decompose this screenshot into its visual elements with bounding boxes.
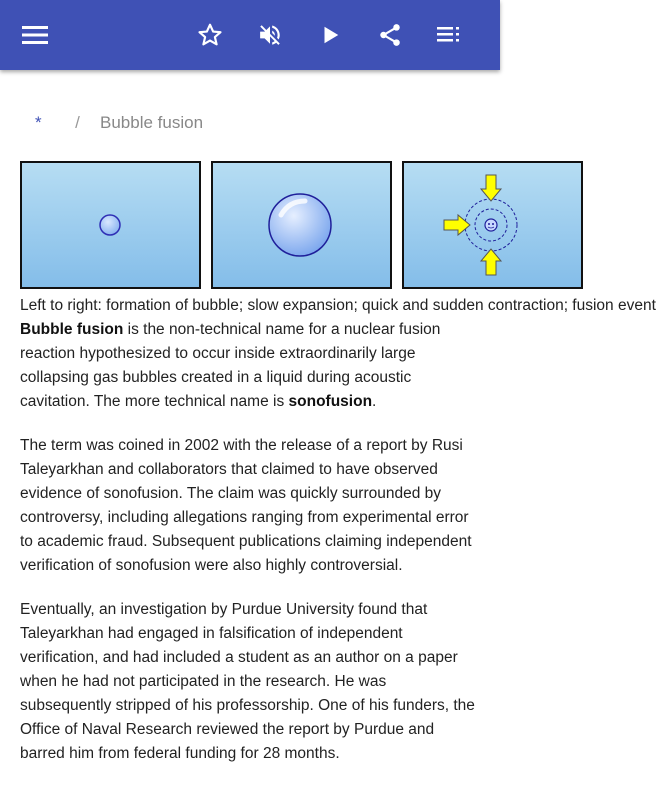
gallery-caption: Left to right: formation of bubble; slow expansion; quick and sudden contraction; fusion event	[20, 297, 656, 314]
menu-icon[interactable]	[17, 17, 53, 53]
gallery-image-bubble-formation[interactable]	[20, 161, 201, 289]
breadcrumb-separator: /	[75, 113, 80, 132]
share-icon[interactable]	[372, 17, 408, 53]
breadcrumb	[35, 113, 203, 133]
article-body	[20, 318, 480, 786]
play-icon[interactable]	[312, 17, 348, 53]
intro-text: is the non-technical name for a nuclear fusion reaction hypothesized to occur inside extraordinarily large collapsing gas bubbles created in a liquid during acoustic cavitation. The more technical name is	[20, 321, 441, 410]
paragraph-history: The term was coined in 2002 with the release of a report by Rusi Taleyarkhan and collaborators that claimed to have observed evidence of sonofusion. The claim was quickly surrounded by controversy, including allegations ranging from experimental error to academic fraud. Subsequent publications claiming independent verification of sonofusion were also highly controversial.	[20, 437, 472, 574]
playlist-icon[interactable]	[432, 17, 468, 53]
app-bar	[0, 0, 500, 70]
gallery-image-contraction[interactable]	[402, 161, 583, 289]
paragraph-investigation: Eventually, an investigation by Purdue University found that Taleyarkhan had engaged in falsification of independent verification, and had included a student as an author on a paper when he had not participated in the research. He was subsequently stripped of his professorship. One of his funders, the Office of Naval Research reviewed the report by Purdue and barred him from federal funding for 28 months.	[20, 601, 475, 762]
breadcrumb-home-link[interactable]: *	[35, 113, 42, 132]
term-sonofusion: sonofusion	[288, 393, 373, 410]
term-bubble-fusion: Bubble fusion	[20, 321, 124, 338]
intro-text-end: .	[372, 393, 377, 410]
gallery-image-slow-expansion[interactable]	[211, 161, 392, 289]
paragraph-intro	[20, 318, 480, 414]
breadcrumb-current: Bubble fusion	[100, 113, 204, 132]
volume-off-icon[interactable]	[252, 17, 288, 53]
star-icon[interactable]	[192, 17, 228, 53]
image-gallery[interactable]	[20, 161, 500, 288]
